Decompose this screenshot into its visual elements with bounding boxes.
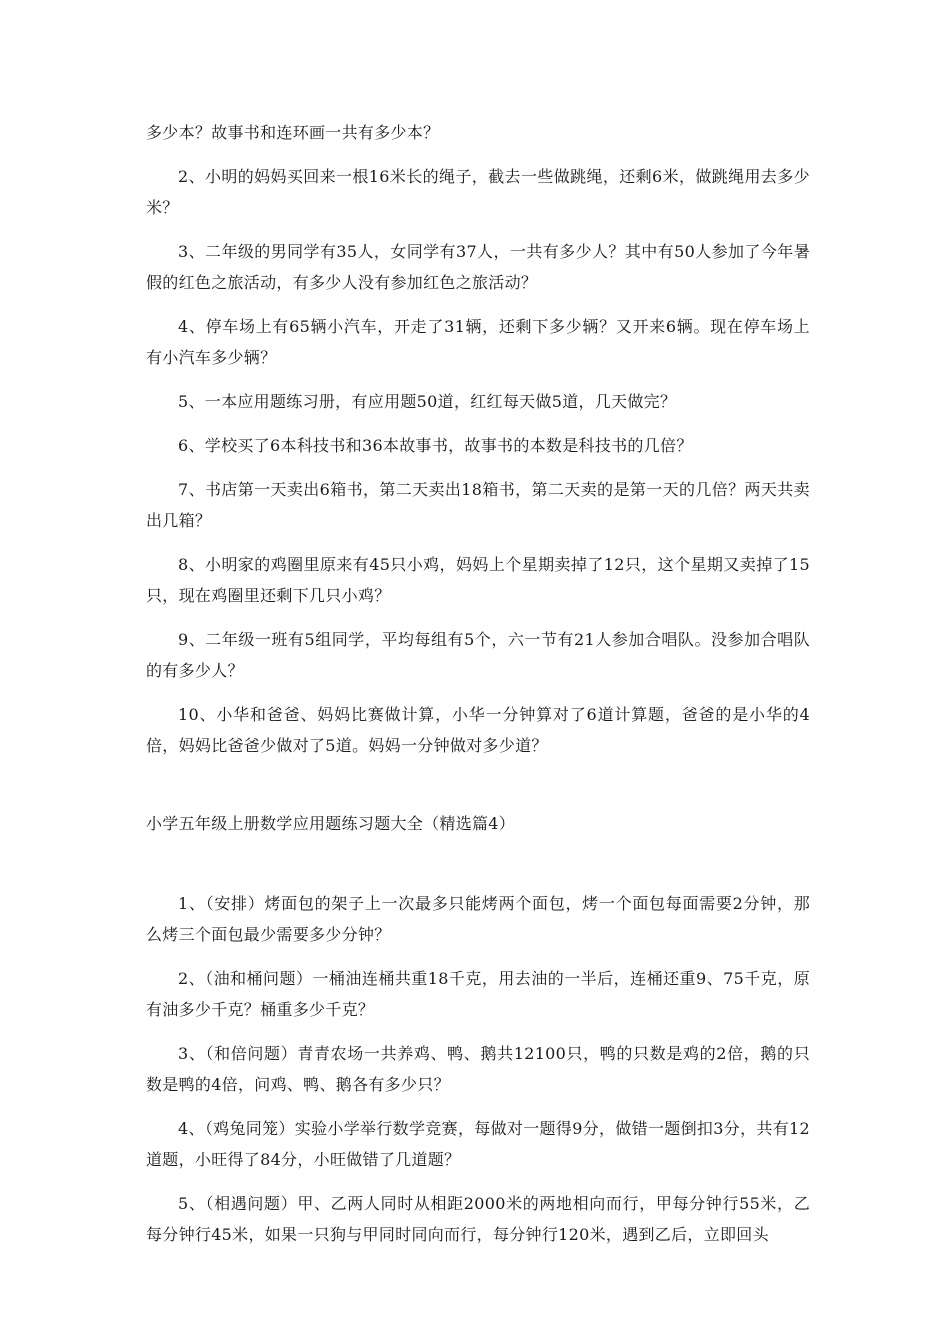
problem-9: 9、二年级一班有5组同学，平均每组有5个，六一节有21人参加合唱队。没参加合唱队的有多少人？ <box>146 630 810 680</box>
problem-7: 7、书店第一天卖出6箱书，第二天卖出18箱书，第二天卖的是第一天的几倍？两天共卖出几箱？ <box>146 480 810 530</box>
problem-6: 6、学校买了6本科技书和36本故事书，故事书的本数是科技书的几倍？ <box>178 436 693 455</box>
problem-oil-bucket: 2、（油和桶问题）一桶油连桶共重18千克，用去油的一半后，连桶还重9、75千克，原有油多少千克？桶重多少千克？ <box>146 969 810 1019</box>
problem-meeting: 5、（相遇问题）甲、乙两人同时从相距2000米的两地相向而行，甲每分钟行55米，乙每分钟行45米，如果一只狗与甲同时同向而行，每分钟行120米，遇到乙后，立即回头 <box>146 1194 810 1244</box>
problem-chicken-rabbit: 4、（鸡兔同笼）实验小学举行数学竞赛，每做对一题得9分，做错一题倒扣3分，共有12道题，小旺得了84分，小旺做错了几道题？ <box>146 1119 810 1169</box>
problem-4: 4、停车场上有65辆小汽车，开走了31辆，还剩下多少辆？又开来6辆。现在停车场上有小汽车多少辆？ <box>146 317 810 367</box>
paragraph-continuation: 多少本？故事书和连环画一共有多少本？ <box>146 123 440 142</box>
section-title: 小学五年级上册数学应用题练习题大全（精选篇4） <box>146 814 516 833</box>
problem-8: 8、小明家的鸡圈里原来有45只小鸡，妈妈上个星期卖掉了12只，这个星期又卖掉了15只，现在鸡圈里还剩下几只小鸡？ <box>146 555 810 605</box>
problem-5: 5、一本应用题练习册，有应用题50道，红红每天做5道，几天做完？ <box>178 392 677 411</box>
problem-arrangement: 1、（安排）烤面包的架子上一次最多只能烤两个面包，烤一个面包每面需要2分钟，那么烤三个面包最少需要多少分钟？ <box>146 894 810 944</box>
problem-2: 2、小明的妈妈买回来一根16米长的绳子，截去一些做跳绳，还剩6米，做跳绳用去多少米？ <box>146 167 810 217</box>
problem-10: 10、小华和爸爸、妈妈比赛做计算，小华一分钟算对了6道计算题，爸爸的是小华的4倍，妈妈比爸爸少做对了5道。妈妈一分钟做对多少道？ <box>146 705 810 755</box>
document-body <box>146 117 810 1263</box>
problem-3: 3、二年级的男同学有35人，女同学有37人，一共有多少人？其中有50人参加了今年暑假的红色之旅活动，有多少人没有参加红色之旅活动？ <box>146 242 810 292</box>
problem-sum-multiple: 3、（和倍问题）青青农场一共养鸡、鸭、鹅共12100只，鸭的只数是鸡的2倍，鹅的只数是鸭的4倍，问鸡、鸭、鹅各有多少只？ <box>146 1044 810 1094</box>
